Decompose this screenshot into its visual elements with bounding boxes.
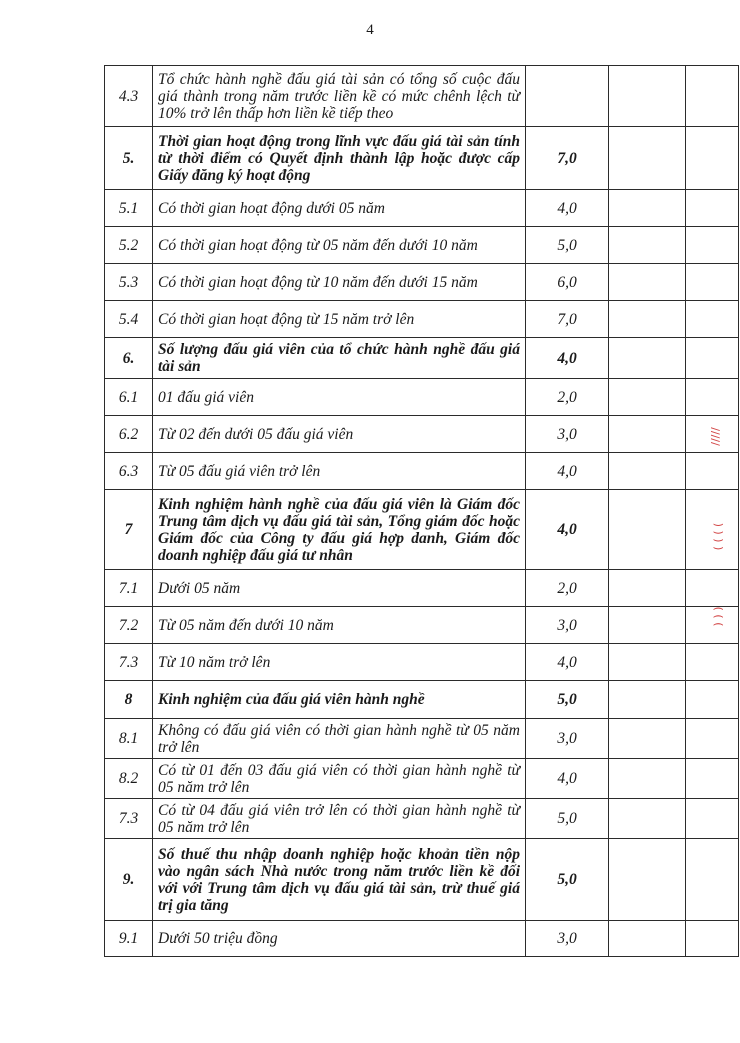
empty-cell-b <box>686 681 739 719</box>
row-number: 8 <box>105 681 153 719</box>
row-number: 5.4 <box>105 301 153 338</box>
table-row <box>105 227 739 264</box>
red-stamp-mark: ///// ( ( ( ( ) ) ) <box>708 427 725 627</box>
empty-cell-b <box>686 338 739 379</box>
table-row <box>105 570 739 607</box>
table-row <box>105 127 739 190</box>
row-number: 5.2 <box>105 227 153 264</box>
row-content: Có thời gian hoạt động từ 15 năm trở lên <box>153 301 526 338</box>
row-number: 5.1 <box>105 190 153 227</box>
row-score: 3,0 <box>526 607 609 644</box>
empty-cell-b <box>686 264 739 301</box>
row-content: Có thời gian hoạt động dưới 05 năm <box>153 190 526 227</box>
row-content: Từ 05 năm đến dưới 10 năm <box>153 607 526 644</box>
row-score: 5,0 <box>526 681 609 719</box>
empty-cell-b <box>686 759 739 799</box>
table-row <box>105 799 739 839</box>
empty-cell-a <box>609 127 686 190</box>
empty-cell-a <box>609 379 686 416</box>
row-score: 4,0 <box>526 490 609 570</box>
empty-cell-b <box>686 921 739 957</box>
row-content: Kinh nghiệm hành nghề của đấu giá viên là Giám đốc Trung tâm dịch vụ đấu giá tài sản, Tổng giám đốc hoặc Giám đốc của Công ty đấu giá hợp danh, Giám đốc doanh nghiệp đấu giá tư nhân <box>153 490 526 570</box>
table-row <box>105 453 739 490</box>
empty-cell-a <box>609 338 686 379</box>
row-number: 6.2 <box>105 416 153 453</box>
table-row <box>105 681 739 719</box>
row-score: 4,0 <box>526 453 609 490</box>
row-score: 2,0 <box>526 379 609 416</box>
row-score: 7,0 <box>526 301 609 338</box>
row-content: Dưới 50 triệu đồng <box>153 921 526 957</box>
row-number: 7.3 <box>105 799 153 839</box>
row-content: Có từ 01 đến 03 đấu giá viên có thời gian hành nghề từ 05 năm trở lên <box>153 759 526 799</box>
row-content: Từ 10 năm trở lên <box>153 644 526 681</box>
row-number: 8.1 <box>105 719 153 759</box>
table-row <box>105 719 739 759</box>
row-score: 4,0 <box>526 644 609 681</box>
row-score: 4,0 <box>526 190 609 227</box>
empty-cell-a <box>609 416 686 453</box>
table-row <box>105 490 739 570</box>
table-row <box>105 759 739 799</box>
row-content: Từ 02 đến dưới 05 đấu giá viên <box>153 416 526 453</box>
row-score: 7,0 <box>526 127 609 190</box>
row-number: 7.2 <box>105 607 153 644</box>
row-number: 9. <box>105 839 153 921</box>
empty-cell-a <box>609 607 686 644</box>
table-row <box>105 379 739 416</box>
empty-cell-a <box>609 301 686 338</box>
row-number: 9.1 <box>105 921 153 957</box>
empty-cell-b <box>686 127 739 190</box>
row-number: 7.1 <box>105 570 153 607</box>
table-row <box>105 264 739 301</box>
row-score: 6,0 <box>526 264 609 301</box>
empty-cell-b <box>686 301 739 338</box>
empty-cell-a <box>609 570 686 607</box>
empty-cell-b <box>686 839 739 921</box>
table-row <box>105 190 739 227</box>
empty-cell-a <box>609 264 686 301</box>
row-content: Có thời gian hoạt động từ 10 năm đến dưới 15 năm <box>153 264 526 301</box>
row-number: 7 <box>105 490 153 570</box>
empty-cell-a <box>609 227 686 264</box>
empty-cell-a <box>609 799 686 839</box>
row-content: 01 đấu giá viên <box>153 379 526 416</box>
row-score: 5,0 <box>526 839 609 921</box>
row-content: Thời gian hoạt động trong lĩnh vực đấu giá tài sản tính từ thời điểm có Quyết định thành lập hoặc được cấp Giấy đăng ký hoạt động <box>153 127 526 190</box>
empty-cell-a <box>609 66 686 127</box>
empty-cell-a <box>609 190 686 227</box>
row-content: Dưới 05 năm <box>153 570 526 607</box>
row-content: Số thuế thu nhập doanh nghiệp hoặc khoản tiền nộp vào ngân sách Nhà nước trong năm trước liền kề đối với với Trung tâm dịch vụ đấu giá tài sản, trừ thuế giá trị gia tăng <box>153 839 526 921</box>
table-row <box>105 416 739 453</box>
row-content: Có thời gian hoạt động từ 05 năm đến dưới 10 năm <box>153 227 526 264</box>
row-score: 3,0 <box>526 719 609 759</box>
empty-cell-a <box>609 681 686 719</box>
row-score: 3,0 <box>526 921 609 957</box>
table-row <box>105 921 739 957</box>
table-row <box>105 66 739 127</box>
row-content: Số lượng đấu giá viên của tổ chức hành nghề đấu giá tài sản <box>153 338 526 379</box>
row-number: 6.1 <box>105 379 153 416</box>
table-row <box>105 301 739 338</box>
empty-cell-a <box>609 759 686 799</box>
empty-cell-b <box>686 719 739 759</box>
empty-cell-a <box>609 921 686 957</box>
row-score: 5,0 <box>526 227 609 264</box>
row-score: 4,0 <box>526 759 609 799</box>
table-row <box>105 644 739 681</box>
criteria-table-body <box>105 66 739 957</box>
row-score: 4,0 <box>526 338 609 379</box>
table-row <box>105 839 739 921</box>
row-content: Từ 05 đấu giá viên trở lên <box>153 453 526 490</box>
row-content: Không có đấu giá viên có thời gian hành nghề từ 05 năm trở lên <box>153 719 526 759</box>
empty-cell-b <box>686 799 739 839</box>
row-content: Có từ 04 đấu giá viên trở lên có thời gian hành nghề từ 05 năm trở lên <box>153 799 526 839</box>
empty-cell-b <box>686 227 739 264</box>
row-content: Kinh nghiệm của đấu giá viên hành nghề <box>153 681 526 719</box>
row-number: 6.3 <box>105 453 153 490</box>
row-number: 5.3 <box>105 264 153 301</box>
empty-cell-b <box>686 190 739 227</box>
empty-cell-a <box>609 839 686 921</box>
row-number: 6. <box>105 338 153 379</box>
row-number: 5. <box>105 127 153 190</box>
row-number: 4.3 <box>105 66 153 127</box>
row-number: 7.3 <box>105 644 153 681</box>
row-content: Tổ chức hành nghề đấu giá tài sản có tổng số cuộc đấu giá thành trong năm trước liền kề có mức chênh lệch từ 10% trở lên thấp hơn liền kề tiếp theo <box>153 66 526 127</box>
empty-cell-b <box>686 66 739 127</box>
table-row <box>105 607 739 644</box>
empty-cell-a <box>609 644 686 681</box>
table-row <box>105 338 739 379</box>
empty-cell-a <box>609 490 686 570</box>
row-score: 5,0 <box>526 799 609 839</box>
empty-cell-a <box>609 453 686 490</box>
row-score <box>526 66 609 127</box>
criteria-table <box>104 65 739 957</box>
empty-cell-a <box>609 719 686 759</box>
page-number: 4 <box>366 22 374 38</box>
row-score: 2,0 <box>526 570 609 607</box>
row-number: 8.2 <box>105 759 153 799</box>
row-score: 3,0 <box>526 416 609 453</box>
